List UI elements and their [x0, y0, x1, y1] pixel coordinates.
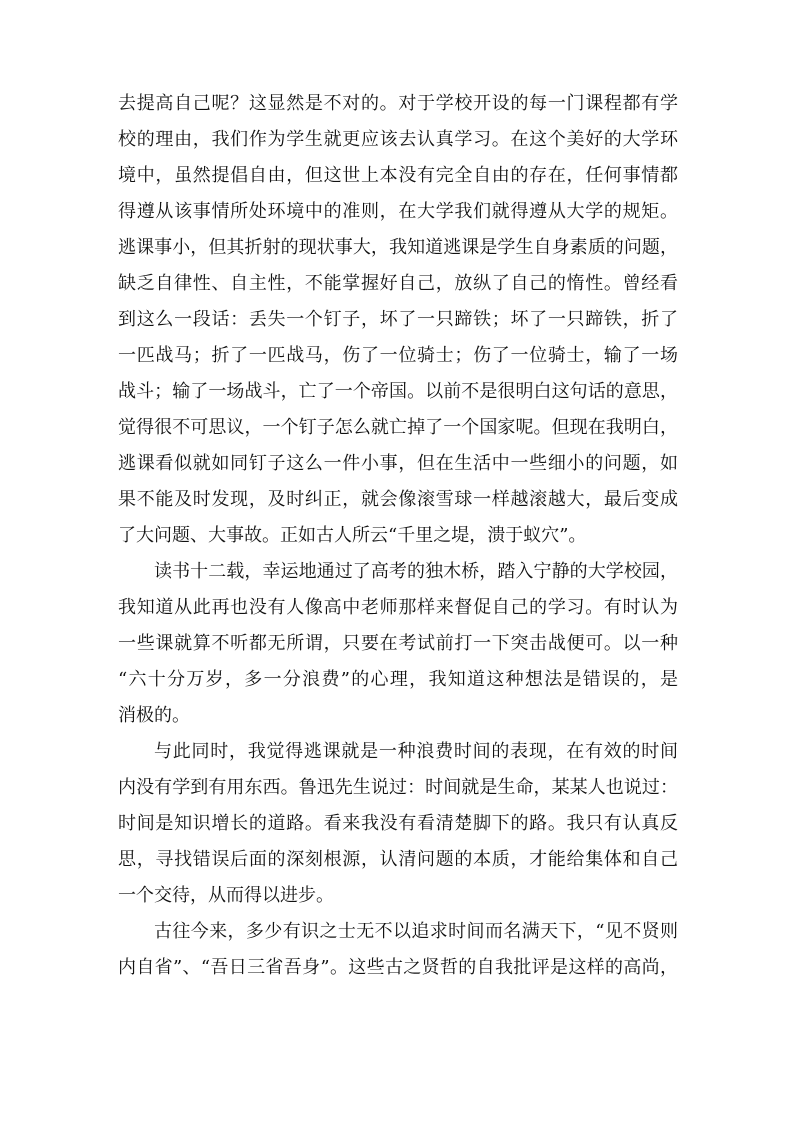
text-line: 校的理由，我们作为学生就更应该去认真学习。在这个美好的大学环 — [118, 129, 678, 150]
text-line: 去提高自己呢？这显然是不对的。对于学校开设的每一门课程都有学 — [118, 93, 678, 114]
text-line: 果不能及时发现，及时纠正，就会像滚雪球一样越滚越大，最后变成 — [118, 489, 678, 510]
text-line: 战斗；输了一场战斗，亡了一个帝国。以前不是很明白这句话的意思， — [118, 381, 678, 402]
text-line: 内没有学到有用东西。鲁迅先生说过：时间就是生命，某某人也说过： — [118, 777, 678, 798]
text-line: 我知道从此再也没有人像高中老师那样来督促自己的学习。有时认为 — [118, 597, 678, 618]
text-line: 消极的。 — [118, 705, 190, 726]
text-line: 与此同时，我觉得逃课就是一种浪费时间的表现，在有效的时间 — [154, 741, 678, 762]
text-line: 读书十二载，幸运地通过了高考的独木桥，踏入宁静的大学校园， — [154, 561, 678, 582]
text-line: 了大问题、大事故。正如古人所云“千里之堤，溃于蚁穴”。 — [118, 525, 587, 546]
text-line: 到这么一段话：丢失一个钉子，坏了一只蹄铁；坏了一只蹄铁，折了 — [118, 309, 678, 330]
text-line: 缺乏自律性、自主性，不能掌握好自己，放纵了自己的惰性。曾经看 — [118, 273, 678, 294]
text-line: 得遵从该事情所处环境中的准则，在大学我们就得遵从大学的规矩。 — [118, 201, 678, 222]
text-line: 逃课看似就如同钉子这么一件小事，但在生活中一些细小的问题，如 — [118, 453, 678, 474]
text-line: 一些课就算不听都无所谓，只要在考试前打一下突击战便可。以一种 — [118, 633, 678, 654]
text-line: 时间是知识增长的道路。看来我没有看清楚脚下的路。我只有认真反 — [118, 813, 678, 834]
text-line: 境中，虽然提倡自由，但这世上本没有完全自由的存在，任何事情都 — [118, 165, 678, 186]
text-line: 思，寻找错误后面的深刻根源，认清问题的本质，才能给集体和自己 — [118, 849, 678, 870]
text-line: “六十分万岁，多一分浪费”的心理，我知道这种想法是错误的，是 — [118, 669, 678, 690]
text-line: 觉得很不可思议，一个钉子怎么就亡掉了一个国家呢。但现在我明白， — [118, 417, 678, 438]
text-line: 内自省”、“吾日三省吾身”。这些古之贤哲的自我批评是这样的高尚， — [118, 957, 678, 978]
text-line: 古往今来，多少有识之士无不以追求时间而名满天下，“见不贤则 — [154, 921, 678, 942]
text-line: 逃课事小，但其折射的现状事大，我知道逃课是学生自身素质的问题， — [118, 237, 678, 258]
text-line: 一匹战马；折了一匹战马，伤了一位骑士；伤了一位骑士，输了一场 — [118, 345, 678, 366]
text-line: 一个交待，从而得以进步。 — [118, 885, 334, 906]
document-body — [118, 86, 678, 986]
